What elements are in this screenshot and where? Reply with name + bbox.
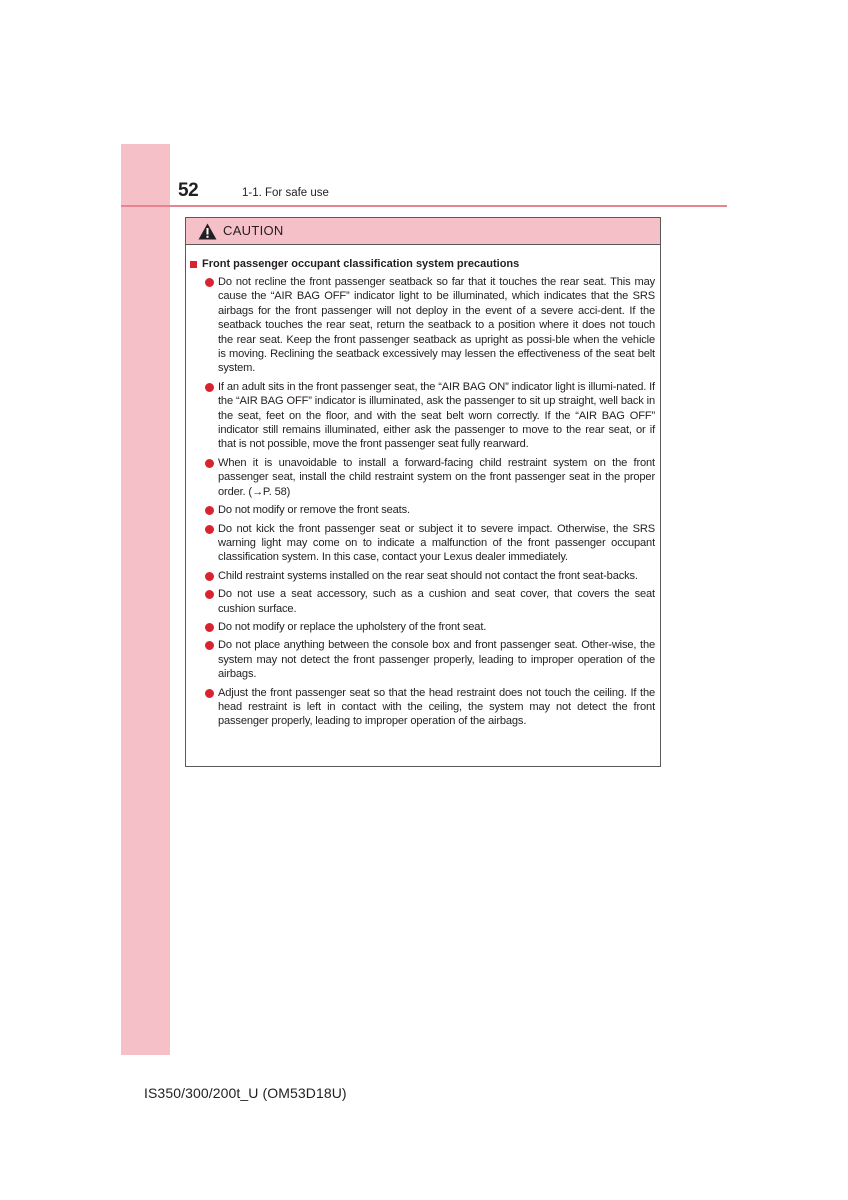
footer-model-code: IS350/300/200t_U (OM53D18U)	[144, 1085, 347, 1101]
list-item-text: Do not place anything between the console box and front passenger seat. Other-wise, the system may not detect the front passenger properly, leading to improper operation of the airbags.	[218, 639, 655, 681]
list-item	[205, 587, 655, 616]
list-item-text: If an adult sits in the front passenger seat, the “AIR BAG ON” indicator light is illumi-nated. If the “AIR BAG OFF” indicator is illuminated, ask the passenger to sit up straight, well back in the seat, feet on the floor, and with the seat belt worn correctly. If the “AIR BAG OFF” indicator still remains illuminated, either ask the passenger to move to the rear seat, or if that is not possible, move the front passenger seat fully rearward.	[218, 380, 655, 451]
list-item	[205, 503, 655, 517]
bullet-dot-icon	[205, 525, 214, 534]
list-item	[205, 380, 655, 452]
bullet-dot-icon	[205, 689, 214, 698]
bullet-dot-icon	[205, 590, 214, 599]
subheading	[190, 257, 655, 271]
list-item	[205, 456, 655, 499]
list-item-text: When it is unavoidable to install a forward-facing child restraint system on the front passenger seat, install the child restraint system on the front passenger seat in the proper order. (→P. 58)	[218, 456, 655, 498]
side-tab-band	[121, 144, 170, 1055]
header-rule	[121, 205, 727, 207]
bullet-dot-icon	[205, 623, 214, 632]
caution-header	[186, 218, 660, 245]
list-item-text: Adjust the front passenger seat so that the head restraint does not touch the ceiling. If the head restraint is left in contact with the ceiling, the system may not detect the front passenger properly, leading to improper operation of the airbags.	[218, 686, 655, 728]
page-header	[170, 178, 727, 208]
caution-label: CAUTION	[223, 223, 284, 238]
list-item-text: Do not modify or replace the upholstery of the front seat.	[218, 620, 487, 633]
list-item-text: Do not modify or remove the front seats.	[218, 504, 410, 517]
bullet-dot-icon	[205, 572, 214, 581]
caution-body	[186, 245, 660, 729]
list-item	[205, 275, 655, 376]
square-bullet-icon	[190, 261, 197, 268]
bullet-dot-icon	[205, 383, 214, 392]
warning-triangle-icon	[198, 223, 217, 240]
bullet-dot-icon	[205, 506, 214, 515]
section-title: 1-1. For safe use	[242, 187, 329, 199]
list-item-text: Do not use a seat accessory, such as a cushion and seat cover, that covers the seat cushion surface.	[218, 588, 655, 615]
list-item-text: Do not kick the front passenger seat or subject it to severe impact. Otherwise, the SRS warning light may come on to indicate a malfunction of the front passenger occupant classification system. In this case, contact your Lexus dealer immediately.	[218, 522, 655, 564]
subheading-text: Front passenger occupant classification system precautions	[202, 258, 520, 270]
caution-list	[190, 275, 655, 729]
bullet-dot-icon	[205, 641, 214, 650]
list-item	[205, 569, 655, 583]
page-number: 52	[178, 180, 199, 201]
caution-box	[185, 217, 661, 767]
list-item	[205, 638, 655, 681]
list-item-text: Do not recline the front passenger seatback so far that it touches the rear seat. This may cause the “AIR BAG OFF” indicator light to be illuminated, which indicates that the SRS airbags for the front passenger will not deploy in the event of a severe acci-dent. If the seatback touches the rear seat, return the seatback to a position where it does not touch the rear seat. Keep the front passenger seatback as upright as possi-ble when the vehicle is moving. Reclining the seatback excessively may lessen the effectiveness of the seat belt system.	[218, 276, 655, 375]
list-item	[205, 620, 655, 634]
list-item	[205, 522, 655, 565]
bullet-dot-icon	[205, 459, 214, 468]
list-item-text: Child restraint systems installed on the rear seat should not contact the front seat-backs.	[218, 569, 638, 582]
list-item	[205, 686, 655, 729]
bullet-dot-icon	[205, 278, 214, 287]
